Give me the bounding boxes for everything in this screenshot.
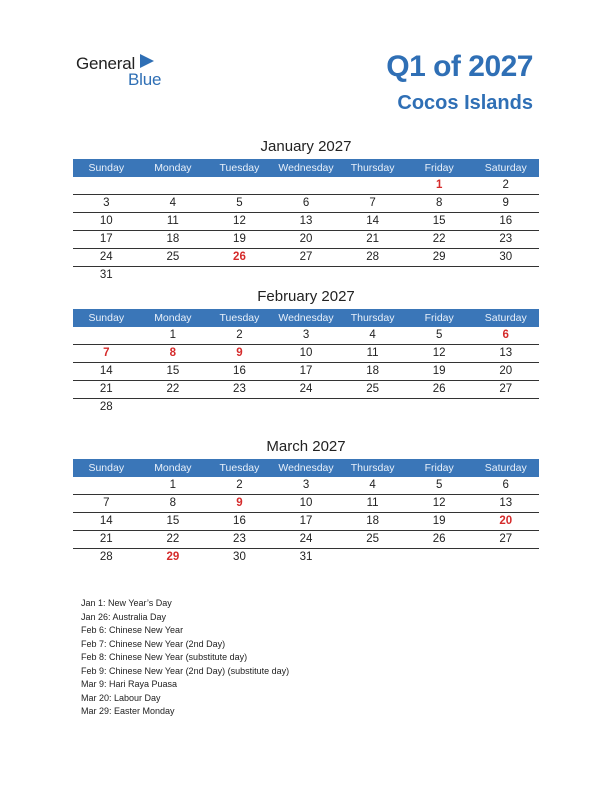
holiday-entry: Mar 9: Hari Raya Puasa — [81, 679, 178, 689]
weekday-header: Wednesday — [278, 162, 334, 174]
day-cell: 17 — [299, 515, 313, 527]
empty-day-cell — [73, 477, 140, 494]
holiday-entry: Jan 26: Australia Day — [81, 611, 167, 622]
holiday-entry: Jan 1: New Year’s Day — [81, 598, 172, 608]
week-row — [73, 477, 539, 495]
empty-day-cell — [140, 177, 207, 194]
holiday-list — [81, 597, 289, 719]
empty-day-cell — [140, 399, 207, 416]
week-rows — [73, 327, 539, 416]
day-cell: 4 — [369, 479, 376, 491]
day-cell: 2 — [502, 179, 509, 191]
day-cell: 10 — [299, 497, 313, 509]
weekday-header: Saturday — [484, 312, 527, 324]
day-cell: 16 — [233, 365, 246, 377]
day-cell: 22 — [166, 533, 180, 545]
weekday-header: Sunday — [88, 162, 125, 174]
day-cell: 14 — [99, 365, 113, 377]
day-cell: 28 — [99, 551, 113, 563]
weekday-header-row — [73, 459, 539, 477]
day-cell: 13 — [499, 347, 513, 359]
day-cell: 27 — [299, 251, 313, 263]
day-cell: 5 — [435, 329, 443, 341]
empty-day-cell — [339, 399, 406, 416]
week-row — [73, 399, 539, 416]
weekday-header: Sunday — [88, 312, 125, 324]
weekday-header: Thursday — [350, 462, 395, 474]
day-cell: 15 — [166, 365, 180, 377]
day-cell: 10 — [299, 347, 313, 359]
day-cell: 25 — [166, 251, 180, 263]
day-cell: 1 — [169, 329, 177, 341]
weekday-header: Wednesday — [278, 312, 334, 324]
day-cell: 20 — [499, 365, 513, 377]
empty-day-cell — [73, 327, 140, 344]
month-title: February 2027 — [257, 288, 355, 305]
day-cell: 19 — [432, 515, 446, 527]
week-row — [73, 531, 539, 549]
logo-text-blue: Blue — [128, 70, 162, 89]
day-cell: 28 — [366, 251, 379, 263]
day-cell: 7 — [103, 497, 110, 509]
weekday-header: Tuesday — [219, 312, 260, 324]
day-cell: 30 — [233, 551, 246, 563]
day-cell: 28 — [99, 401, 113, 413]
day-cell: 21 — [366, 233, 379, 245]
day-cell: 29 — [432, 251, 446, 263]
week-rows — [73, 477, 539, 566]
month-title: January 2027 — [260, 138, 352, 155]
day-cell: 31 — [299, 551, 313, 563]
empty-day-cell — [406, 267, 473, 284]
day-cell: 18 — [166, 233, 180, 245]
country-name: Cocos Islands — [397, 92, 533, 114]
week-row — [73, 195, 539, 213]
day-cell: 24 — [299, 533, 313, 545]
logo-triangle-icon — [140, 54, 154, 68]
weekday-header: Friday — [424, 462, 454, 474]
day-cell: 29 — [166, 551, 180, 563]
day-cell: 27 — [499, 533, 513, 545]
holiday-entry: Feb 8: Chinese New Year (substitute day) — [81, 652, 248, 662]
week-row — [73, 249, 539, 267]
weekday-header: Thursday — [350, 162, 395, 174]
weekday-header: Thursday — [350, 312, 395, 324]
empty-day-cell — [339, 177, 406, 194]
day-cell: 5 — [236, 197, 243, 209]
day-cell: 3 — [302, 479, 310, 491]
empty-day-cell — [206, 267, 273, 284]
week-row — [73, 549, 539, 566]
empty-day-cell — [273, 267, 340, 284]
week-row — [73, 345, 539, 363]
empty-day-cell — [406, 549, 473, 566]
day-cell: 24 — [299, 383, 313, 395]
day-cell: 6 — [502, 479, 509, 491]
week-row — [73, 513, 539, 531]
day-cell: 14 — [366, 215, 379, 227]
week-row — [73, 231, 539, 249]
holiday-entry: Mar 29: Easter Monday — [81, 706, 175, 716]
day-cell: 16 — [233, 515, 246, 527]
day-cell: 3 — [103, 197, 110, 209]
day-cell: 19 — [233, 233, 246, 245]
day-cell: 25 — [366, 533, 379, 545]
day-cell: 20 — [499, 515, 513, 527]
day-cell: 1 — [435, 179, 443, 191]
day-cell: 26 — [432, 533, 446, 545]
day-cell: 18 — [366, 365, 379, 377]
day-cell: 9 — [502, 197, 509, 209]
day-cell: 7 — [103, 347, 110, 359]
weekday-header-row — [73, 159, 539, 177]
day-cell: 31 — [99, 269, 113, 281]
day-cell: 17 — [99, 233, 113, 245]
empty-day-cell — [339, 549, 406, 566]
day-cell: 17 — [299, 365, 313, 377]
day-cell: 12 — [432, 497, 446, 509]
week-row — [73, 327, 539, 345]
day-cell: 9 — [236, 347, 243, 359]
weekday-header: Saturday — [484, 162, 527, 174]
day-cell: 8 — [169, 497, 177, 509]
weekday-header: Sunday — [88, 462, 125, 474]
day-cell: 1 — [169, 479, 177, 491]
day-cell: 12 — [432, 347, 446, 359]
day-cell: 18 — [366, 515, 379, 527]
logo-text-general: General — [76, 54, 136, 73]
day-cell: 16 — [499, 215, 513, 227]
holiday-entry: Feb 9: Chinese New Year (2nd Day) (substitute day) — [81, 665, 290, 676]
day-cell: 11 — [166, 215, 179, 227]
weekday-header: Tuesday — [219, 462, 260, 474]
day-cell: 4 — [169, 197, 177, 209]
day-cell: 26 — [432, 383, 446, 395]
day-cell: 10 — [99, 215, 113, 227]
empty-day-cell — [472, 399, 539, 416]
day-cell: 13 — [299, 215, 313, 227]
day-cell: 5 — [435, 479, 443, 491]
weekday-header: Friday — [424, 312, 454, 324]
empty-day-cell — [472, 549, 539, 566]
holiday-entry: Mar 20: Labour Day — [81, 692, 161, 703]
day-cell: 14 — [99, 515, 113, 527]
day-cell: 23 — [233, 533, 246, 545]
weekday-header: Saturday — [484, 462, 527, 474]
day-cell: 11 — [366, 497, 379, 509]
empty-day-cell — [472, 267, 539, 284]
day-cell: 27 — [499, 383, 513, 395]
weekday-header: Monday — [154, 162, 192, 174]
week-row — [73, 495, 539, 513]
day-cell: 12 — [233, 215, 246, 227]
day-cell: 21 — [99, 533, 113, 545]
weekday-header: Wednesday — [278, 462, 334, 474]
month-title: March 2027 — [266, 438, 346, 455]
day-cell: 8 — [435, 197, 443, 209]
day-cell: 15 — [166, 515, 180, 527]
holiday-entry: Feb 7: Chinese New Year (2nd Day) — [81, 638, 226, 649]
month-calendar-march — [73, 437, 539, 566]
weekday-header: Monday — [154, 462, 192, 474]
empty-day-cell — [206, 399, 273, 416]
empty-day-cell — [140, 267, 207, 284]
day-cell: 6 — [502, 329, 509, 341]
day-cell: 4 — [369, 329, 376, 341]
day-cell: 20 — [299, 233, 313, 245]
day-cell: 9 — [236, 497, 243, 509]
weekday-header: Monday — [154, 312, 192, 324]
day-cell: 23 — [233, 383, 246, 395]
month-calendar-february — [73, 287, 539, 416]
day-cell: 2 — [236, 329, 243, 341]
empty-day-cell — [206, 177, 273, 194]
day-cell: 7 — [369, 197, 376, 209]
empty-day-cell — [273, 177, 340, 194]
day-cell: 15 — [432, 215, 446, 227]
day-cell: 13 — [499, 497, 513, 509]
weekday-header: Friday — [424, 162, 454, 174]
holiday-entry: Feb 6: Chinese New Year — [81, 625, 184, 635]
day-cell: 26 — [233, 251, 246, 263]
week-row — [73, 381, 539, 399]
empty-day-cell — [273, 399, 340, 416]
generalblue-logo — [76, 52, 176, 92]
empty-day-cell — [406, 399, 473, 416]
month-calendar-january — [73, 137, 539, 284]
day-cell: 19 — [432, 365, 446, 377]
week-row — [73, 363, 539, 381]
weekday-header-row — [73, 309, 539, 327]
day-cell: 25 — [366, 383, 379, 395]
day-cell: 6 — [302, 197, 310, 209]
day-cell: 30 — [499, 251, 513, 263]
week-row — [73, 213, 539, 231]
day-cell: 23 — [499, 233, 513, 245]
day-cell: 22 — [432, 233, 446, 245]
week-rows — [73, 177, 539, 284]
empty-day-cell — [339, 267, 406, 284]
day-cell: 11 — [366, 347, 379, 359]
week-row — [73, 177, 539, 195]
day-cell: 22 — [166, 383, 180, 395]
day-cell: 2 — [236, 479, 243, 491]
day-cell: 3 — [302, 329, 310, 341]
day-cell: 8 — [169, 347, 177, 359]
empty-day-cell — [73, 177, 140, 194]
day-cell: 21 — [99, 383, 113, 395]
week-row — [73, 267, 539, 284]
day-cell: 24 — [99, 251, 113, 263]
page-title: Q1 of 2027 — [386, 50, 533, 83]
weekday-header: Tuesday — [219, 162, 260, 174]
